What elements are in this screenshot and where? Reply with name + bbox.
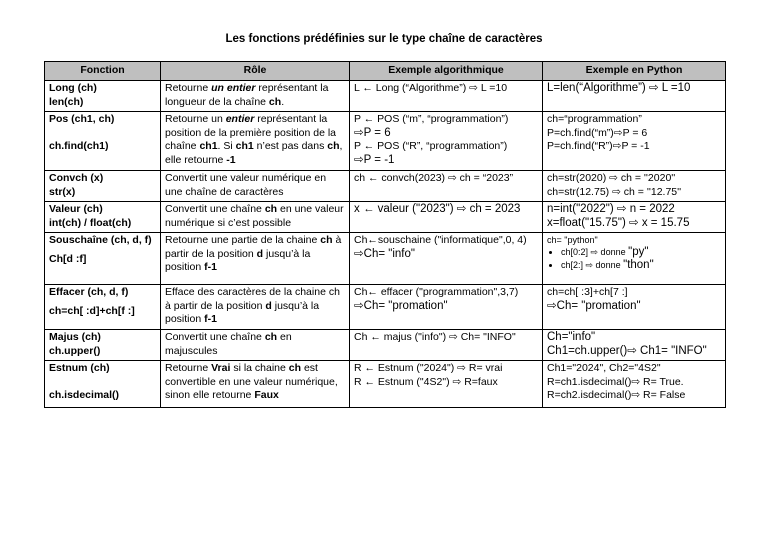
table-row [45,81,726,112]
algo-cell [350,285,543,330]
role-emph: ch1 [199,140,218,152]
role-emph: ch1 [235,140,254,152]
python-line: Ch1="2024", Ch2="4S2" [547,362,661,374]
fonction-cell [45,112,161,171]
role-emph: ch [327,140,340,152]
python-line: L=len(“Algorithme”) ⇨ L =10 [547,82,691,94]
role-cell [161,330,350,361]
python-result: "thon" [623,259,654,271]
python-line: ch=str(12.75) ⇨ ch = ''12.75'' [547,185,682,198]
algo-line: ⇨P = 6 [354,126,391,139]
role-emph: ch [268,95,282,108]
role-cell [161,81,350,112]
python-line: ch= "python" [547,235,598,245]
role-emph: d [256,247,264,260]
algo-cell [350,233,543,285]
algo-cell [350,202,543,233]
fonction-cell [45,330,161,361]
role-emph: ch [264,203,278,215]
algo-line: P ← POS (“R”, “programmation”) [354,140,508,152]
role-text: Efface des caractères de la chaine ch à partir de la position [165,286,340,312]
algo-line: R ← Estnum ("4S2") ⇨ R=faux [354,375,498,388]
role-text: Convertit une chaîne [165,203,265,215]
table-row [45,330,726,361]
role-text: à partir de la position [165,234,342,260]
role-cell [161,202,350,233]
role-text: Convertit une chaîne [165,331,265,343]
role-text: Retourne [165,362,212,374]
python-line: Ch="info" [547,331,596,343]
algo-line: L ← Long (“Algorithme”) ⇨ L =10 [354,82,508,94]
role-emph: f-1 [204,261,217,273]
role-text: représentant la position de la première position de la chaîne [165,113,337,152]
table-row [45,361,726,408]
python-line: ch=“programmation” [547,113,642,125]
functions-table [44,61,726,408]
python-cell [543,202,726,233]
fn-algo: Souschaîne (ch, d, f) [49,234,152,246]
algo-line: ch ← convch(2023) ⇨ ch = “2023” [354,172,514,184]
python-cell [543,112,726,171]
python-list [547,246,721,272]
table-row [45,285,726,330]
fn-algo: Effacer (ch, d, f) [49,286,129,298]
fn-python: ch.isdecimal() [49,388,120,401]
table-row [45,171,726,202]
algo-line: P ← POS (“m”, “programmation”) [354,113,509,125]
table-header-row [45,62,726,81]
fn-python: ch.upper() [49,344,101,357]
fn-python: int(ch) / float(ch) [49,216,132,229]
python-line: R=ch1.isdecimal()⇨ R= True. [547,375,684,388]
role-text: Retourne un [165,113,226,125]
header-python: Exemple en Python [543,62,726,81]
list-item [561,246,721,259]
role-text: en majuscules [165,331,292,357]
python-line: P=ch.find(“R”)⇨P = -1 [547,140,650,152]
fonction-cell [45,233,161,285]
fonction-cell [45,171,161,202]
python-cell [543,361,726,408]
list-item [561,259,721,272]
fn-algo: Valeur (ch) [49,203,103,215]
python-line: ⇨Ch= "promation" [547,299,641,312]
algo-cell [350,361,543,408]
role-emph: d [265,299,272,312]
fn-algo: Majus (ch) [49,331,101,343]
python-line: ch[0:2] ⇨ donne [561,247,626,257]
role-text: Retourne une partie de la chaine [165,234,321,246]
role-emph: ch [320,234,333,246]
python-cell [543,233,726,285]
role-emph: ch [264,331,278,343]
fn-algo: Estnum (ch) [49,362,110,374]
python-line: n=int("2022") ⇨ n = 2022 [547,203,675,215]
role-cell [161,112,350,171]
python-cell [543,171,726,202]
python-line: ch=ch[ :3]+ch[7 :] [547,286,628,298]
fonction-cell [45,81,161,112]
algo-line: R ← Estnum ("2024") ⇨ R= vrai [354,362,503,374]
role-text: Retourne [165,82,212,94]
header-role: Rôle [161,62,350,81]
fn-python: Ch[d :f] [49,252,87,265]
fn-algo: Pos (ch1, ch) [49,113,115,125]
spacer [49,127,156,140]
algo-cell [350,112,543,171]
role-emph: -1 [226,153,236,166]
fn-python: str(x) [49,185,76,198]
algo-line: ⇨P = -1 [354,153,395,166]
fonction-cell [45,202,161,233]
table-row [45,112,726,171]
role-text: si la chaine [230,362,289,374]
role-text: jusqu’à la position [165,299,320,325]
python-cell [543,330,726,361]
algo-line: Ch←souschaine ("informatique",0, 4) [354,234,527,246]
role-cell [161,361,350,408]
role-emph: ch [288,362,302,374]
role-emph: f-1 [204,313,217,325]
fn-algo: Convch (x) [49,172,104,184]
role-text: Convertit une valeur numérique en une chaîne de caractères [165,172,327,198]
role-cell [161,285,350,330]
role-emph: un entier [211,82,256,94]
python-line: P=ch.find(“m”)⇨P = 6 [547,126,648,139]
python-cell [543,285,726,330]
header-fonction: Fonction [45,62,161,81]
role-text: est convertible en une valeur numérique, sinon elle retourne [165,362,338,401]
python-line: R=ch2.isdecimal()⇨ R= False [547,389,686,401]
python-line: ch=str(2020) ⇨ ch = ''2020'' [547,172,676,184]
role-emph: Vrai [211,362,231,374]
algo-line: ⇨Ch= "info" [354,247,415,260]
role-emph: entier [225,113,255,125]
fonction-cell [45,285,161,330]
role-text: . Si [217,140,236,152]
role-text: en une valeur numérique si c’est possible [165,203,344,229]
fn-python: len(ch) [49,95,84,108]
role-text: jusqu’à la position [165,247,311,273]
fn-algo: Long (ch) [49,82,97,94]
role-cell [161,233,350,285]
python-cell [543,81,726,112]
algo-cell [350,330,543,361]
role-text: . [281,95,285,108]
page-title: Les fonctions prédéfinies sur le type chaîne de caractères [225,33,543,45]
table-row [45,202,726,233]
fn-python: ch=ch[ :d]+ch[f :] [49,304,135,317]
python-line: Ch1=ch.upper()⇨ Ch1= "INFO" [547,344,707,357]
fn-python: ch.find(ch1) [49,139,109,152]
role-cell [161,171,350,202]
algo-line: Ch← effacer ("programmation",3,7) [354,286,519,298]
fonction-cell [45,361,161,408]
role-emph: Faux [254,389,279,401]
algo-line: Ch ← majus ("info") ⇨ Ch= "INFO" [354,331,516,343]
python-line: x=float("15.75") ⇨ x = 15.75 [547,216,690,229]
python-line: ch[2:] ⇨ donne [561,260,621,270]
spacer [49,376,156,389]
role-text: , elle retourne [165,140,343,166]
role-text: représentant la longueur de la chaîne [165,82,329,108]
role-text: n’est pas dans [253,140,328,152]
algo-cell [350,171,543,202]
algo-line: ⇨Ch= "promation" [354,299,448,312]
header-algo: Exemple algorithmique [350,62,543,81]
table-row [45,233,726,285]
python-result: "py" [628,246,649,258]
algo-line: x ← valeur ("2023") ⇨ ch = 2023 [354,203,521,215]
algo-cell [350,81,543,112]
